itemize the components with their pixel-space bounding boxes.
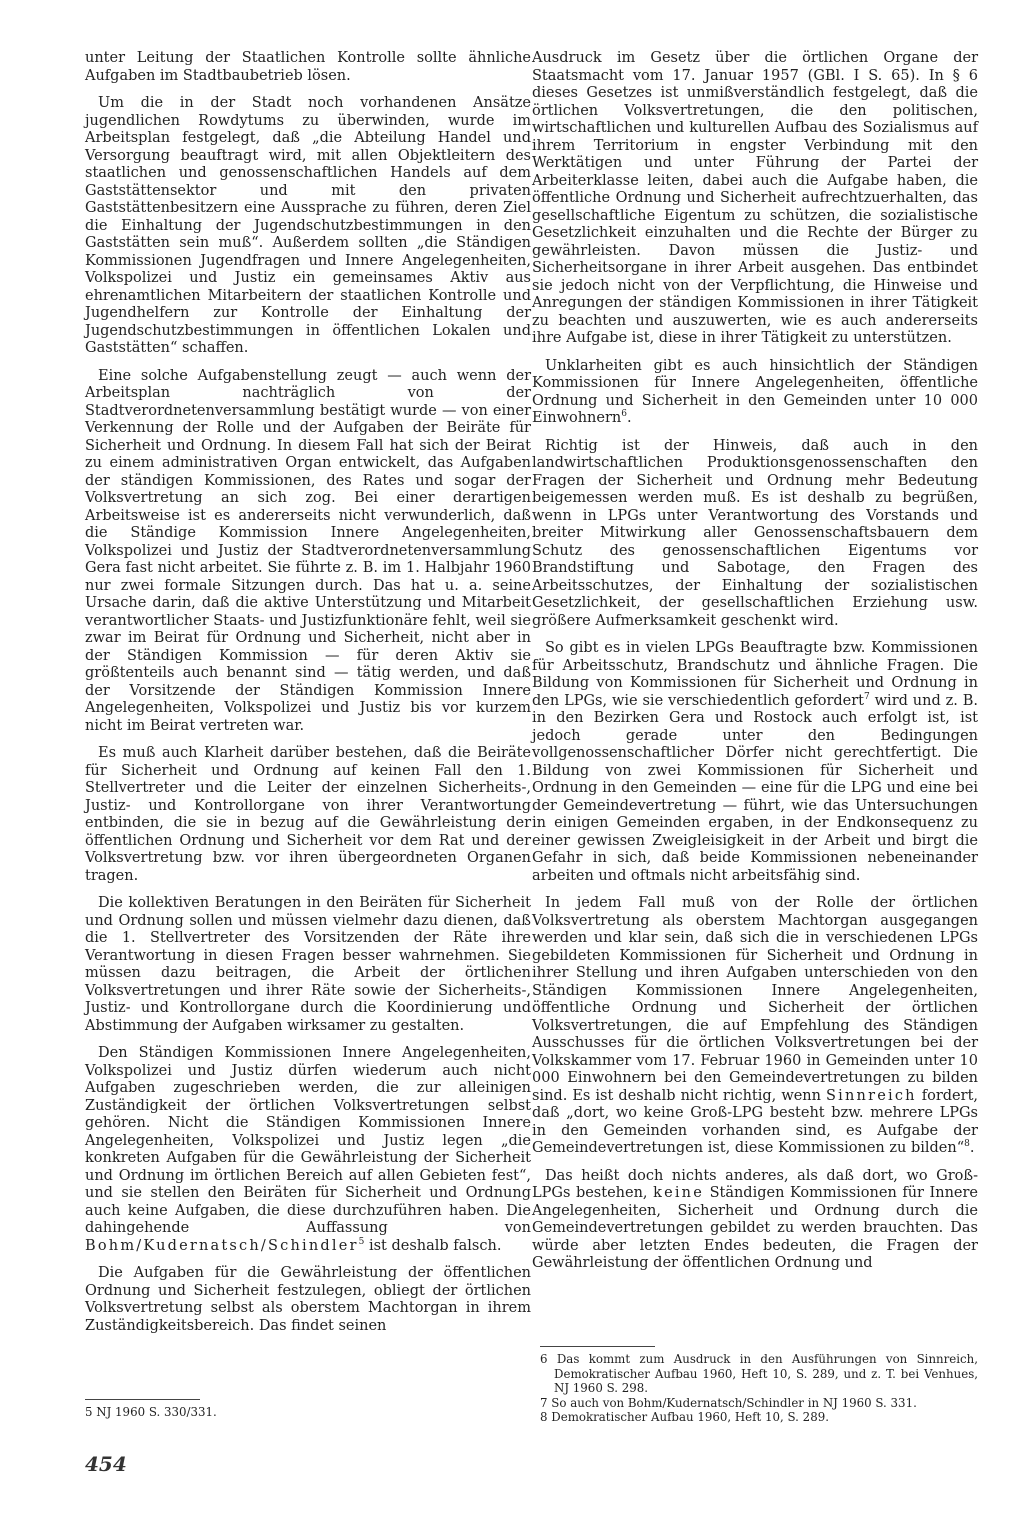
paragraph: Um die in der Stadt noch vorhandenen Ansätze jugendlichen Rowdytums zu überwinden, wurde im Arbeitsplan festgelegt, daß „die Abteilung Handel und Versorgung beauftragt wird, mit allen Objektleitern des staatlichen und genossenschaftlichen Handels auf dem Gaststättensektor und mit den privaten Gaststättenbesitzern eine Aussprache zu führen, deren Ziel die Einhaltung der Jugendschutzbestimmungen in den Gaststätten sein muß“. Außerdem sollten „die Ständigen Kommissionen Jugendfragen und Innere Angelegenheiten, Volkspolizei und Justiz ein gemeinsames Aktiv aus ehrenamtlichen Mitarbeitern der staatlichen Kontrolle und Jugendhelfern zur Kontrolle der Einhaltung der Jugendschutzbestimmungen in öffentlichen Lokalen und Gaststätten“ schaffen. [85,95,531,356]
paragraph-text: In jedem Fall muß von der Rolle der örtlichen Volksvertretung als oberstem Machtorgan ausgegangen werden und klar sein, daß sich die in verschiedenen LPGs gebildeten Kommissionen für Sicherheit und Ordnung in ihrer Stellung und ihren Aufgaben unterschieden von den Ständigen Kommissionen Innere Angelegenheiten, öffentliche Ordnung und Sicherheit der örtlichen Volksvertretungen, die auf Empfehlung des Ständigen Ausschusses für die örtlichen Volksvertretungen bei der Volkskammer vom 17. Februar 1960 in Gemeinden unter 10 000 Einwohnern bei den Gemeindevertretungen zu bilden sind. Es ist deshalb nicht richtig, wenn [532,895,978,1104]
footnote: 8 Demokratischer Aufbau 1960, Heft 10, S. 289. [540,1410,829,1424]
right-column [532,50,978,1283]
paragraph-text: Den Ständigen Kommissionen Innere Angelegenheiten, Volkspolizei und Justiz dürfen wiederum auch nicht Aufgaben zugeschrieben werden, die zur alleinigen Zuständigkeit der örtlichen Volksvertretungen selbst gehören. Nicht die Ständigen Kommissionen Innere Angelegenheiten, Volkspolizei und Justiz legen „die konkreten Aufgaben für die Gewährleistung der Sicherheit und Ordnung im örtlichen Bereich auf allen Gebieten fest“, und sie stellen den Beiräten für Sicherheit und Ordnung auch keine Aufgaben, die diese durchzuführen haben. Die dahingehende Auffassung von [85,1045,531,1236]
footnote-divider [540,1346,655,1347]
paragraph: Es muß auch Klarheit darüber bestehen, daß die Beiräte für Sicherheit und Ordnung auf keinen Fall den 1. Stellvertreter und die Leiter der einzelnen Sicherheits-, Justiz- und Kontrollorgane von ihrer Verantwortung entbinden, die sie in bezug auf die Gewährleistung der öffentlichen Ordnung und Sicherheit vor dem Rat und der Volksvertretung bzw. vor ihren übergeordneten Organen tragen. [85,745,531,884]
cited-author: Sinnreich [826,1087,917,1104]
paragraph: In jedem Fall muß von der Rolle der örtlichen Volksvertretung als oberstem Machtorgan ausgegangen werden und klar sein, daß sich die in verschiedenen LPGs gebildeten Kommissionen für Sicherheit und Ordnung in ihrer Stellung und ihren Aufgaben unterschieden von den Ständigen Kommissionen Innere Angelegenheiten, öffentliche Ordnung und Sicherheit der örtlichen Volksvertretungen, die auf Empfehlung des Ständigen Ausschusses für die örtlichen Volksvertretungen bei der Volkskammer vom 17. Februar 1960 in Gemeinden unter 10 000 Einwohnern bei den Gemeindevertretungen zu bilden sind. Es ist deshalb nicht richtig, wenn Sinnreich fordert, daß „dort, wo keine Groß-LPG besteht bzw. mehrere LPGs in den Gemeinden vorhanden sind, es Aufgabe der Gemeindevertretungen ist, diese Kommissionen zu bilden“$^8$. [532,895,979,1156]
footnote-mark: 8 [964,1139,970,1150]
paragraph: Ausdruck im Gesetz über die örtlichen Organe der Staatsmacht vom 17. Januar 1957 (GBl. I S. 65). In § 6 dieses Gesetzes ist unmißverständlich festgelegt, daß die örtlichen Volksvertretungen, die den politischen, wirtschaftlichen und kulturellen Aufbau des Sozialismus auf ihrem Territorium in engster Verbindung mit den Werktätigen und unter Führung der Partei der Arbeiterklasse leiten, dabei auch die Aufgabe haben, die öffentliche Ordnung und Sicherheit aufrechtzuerhalten, das gesellschaftliche Eigentum zu schützen, die sozialistische Gesetzlichkeit einzuhalten und die Rechte der Bürger zu gewährleisten. Davon müssen die Justiz- und Sicherheitsorgane in ihrer Arbeit ausgehen. Das entbindet sie jedoch nicht von der Verpflichtung, die Hinweise und Anregungen der ständigen Kommissionen in ihrer Tätigkeit zu beachten und auszuwerten, wie es auch andererseits ihre Aufgabe ist, diese in ihrer Tätigkeit zu unterstützen. [532,50,978,346]
footnote: 5 NJ 1960 S. 330/331. [85,1405,217,1419]
cited-authors: Bohm/Kudernatsch/Schindler [85,1237,359,1254]
page-number: 454 [85,1452,127,1476]
footnote: 7 So auch von Bohm/Kudernatsch/Schindler in NJ 1960 S. 331. [540,1395,917,1410]
footnotes-right [540,1352,978,1425]
paragraph-text: So gibt es in vielen LPGs Beauftragte bzw. Kommissionen für Arbeitsschutz, Brandschutz und ähnliche Fragen. Die Bildung von Kommissionen für Sicherheit und Ordnung in den LPGs, wie sie verschiedentlich gefordert [532,640,978,709]
footnote-mark: 7 [864,691,870,702]
paragraph: Unklarheiten gibt es auch hinsichtlich der Ständigen Kommissionen für Innere Angelegenheiten, öffentliche Ordnung und Sicherheit in den Gemeinden unter 10 000 Einwohnern$^6$. [532,357,978,426]
paragraph-text: Ständigen Kommissionen für Innere Angelegenheiten, Sicherheit und Ordnung durch die Gemeindevertretungen gebildet zu werden brauchten. Das würde aber letzten Endes bedeuten, die Fragen der Gewährleistung der öffentlichen Ordnung und [532,1185,978,1271]
paragraph: unter Leitung der Staatlichen Kontrolle sollte ähnliche Aufgaben im Stadtbaubetrieb lösen. [85,50,531,84]
footnote-mark: 6 [621,409,627,420]
paragraph-text: Unklarheiten gibt es auch hinsichtlich der Ständigen Kommissionen für Innere Angelegenheiten, öffentliche Ordnung und Sicherheit in den Gemeinden unter 10 000 Einwohnern [532,357,978,426]
paragraph [85,1045,531,1255]
footnote-mark: 5 [358,1236,365,1247]
paragraph: Eine solche Aufgabenstellung zeugt — auch wenn der Arbeitsplan nachträglich von der Stadtverordnetenversammlung bestätigt wurde — von einer Verkennung der Rolle und der Aufgaben der Beiräte für Sicherheit und Ordnung. In diesem Fall hat sich der Beirat zu einem administrativen Organ entwickelt, das Aufgaben der ständigen Kommissionen, des Rates und sogar der Volksvertretung an sich zog. Bei einer derartigen Arbeitsweise ist es andererseits nicht verwunderlich, daß die Ständige Kommission Innere Angelegenheiten, Volkspolizei und Justiz der Stadtverordnetenversammlung Gera fast nicht arbeitet. Sie führte z. B. im 1. Halbjahr 1960 nur zwei formale Sitzungen durch. Das hat u. a. seine Ursache darin, daß die aktive Unterstützung und Mitarbeit verantwortlicher Staats- und Justizfunktionäre fehlt, weil sie zwar im Beirat für Ordnung und Sicherheit, nicht aber in der Ständigen Kommission — für deren Aktiv sie größtenteils auch benannt sind — tätig werden, und daß der Vorsitzende der Ständigen Kommission Innere Angelegenheiten, Volkspolizei und Justiz bis vor kurzem nicht im Beirat vertreten war. [85,367,531,734]
footnote: 6 Das kommt zum Ausdruck in den Ausführungen von Sinnreich, Demokratischer Aufbau 1960, Heft 10, S. 289, und z. T. bei Venhues, NJ 1960 S. 298. [540,1352,978,1395]
paragraph-text: wird und z. B. in den Bezirken Gera und Rostock auch erfolgt ist, ist jedoch gerade unter den Bedingungen vollgenossenschaftlicher Dörfer nicht gerechtfertigt. Die Bildung von zwei Kommissionen für Sicherheit und Ordnung in den Gemeinden — eine für die LPG und eine bei der Gemeindevertretung — führt, wie das Untersuchungen in einigen Gemeinden ergaben, in der Endkonsequenz zu einer gewissen Zweigleisigkeit in der Arbeit und birgt die Gefahr in sich, daß beide Kommissionen nebeneinander arbeiten und oftmals nicht arbeitsfähig sind. [532,692,979,884]
emphasis: keine [653,1185,705,1201]
paragraph [532,1168,978,1273]
footnote-divider [85,1399,200,1400]
paragraph: Die kollektiven Beratungen in den Beiräten für Sicherheit und Ordnung sollen und müssen vielmehr dazu dienen, daß die 1. Stellvertreter des Vorsitzenden der Räte ihre Verantwortung in diesen Fragen besser wahrnehmen. Sie müssen dazu beitragen, die Arbeit der örtlichen Volksvertretungen und ihrer Räte sowie der Sicherheits-, Justiz- und Kontrollorgane durch die Koordinierung und Abstimmung der Aufgaben wirksamer zu gestalten. [85,895,531,1034]
left-column [85,50,531,1345]
footnotes-left [85,1405,531,1420]
paragraph-text: ist deshalb falsch. [368,1237,502,1254]
paragraph-text: Das heißt doch nichts anderes, als daß dort, wo Groß-LPGs bestehen, [532,1167,978,1201]
paragraph: Richtig ist der Hinweis, daß auch in den landwirtschaftlichen Produktionsgenossenschaften den Fragen der Sicherheit und Ordnung mehr Bedeutung beigemessen werden muß. Es ist deshalb zu begrüßen, wenn in LPGs unter Verantwortung des Vorstands und breiter Mitwirkung aller Genossenschaftsbauern dem Schutz des genossenschaftlichen Eigentums vor Brandstiftung und Sabotage, den Fragen des Arbeitsschutzes, der Einhaltung der sozialistischen Gesetzlichkeit, der gesellschaftlichen Erziehung usw. größere Aufmerksamkeit geschenkt wird. [532,437,978,629]
paragraph [532,640,978,885]
paragraph: Die Aufgaben für die Gewährleistung der öffentlichen Ordnung und Sicherheit festzulegen, obliegt der örtlichen Volksvertretung selbst als oberstem Machtorgan in ihrem Zuständigkeitsbereich. Das findet seinen [85,1265,531,1334]
paragraph-text: fordert, daß „dort, wo keine Groß-LPG besteht bzw. mehrere LPGs in den Gemeinden vorhanden sind, es Aufgabe der Gemeindevertretungen ist, diese Kommissionen zu bilden“ [532,1087,979,1156]
